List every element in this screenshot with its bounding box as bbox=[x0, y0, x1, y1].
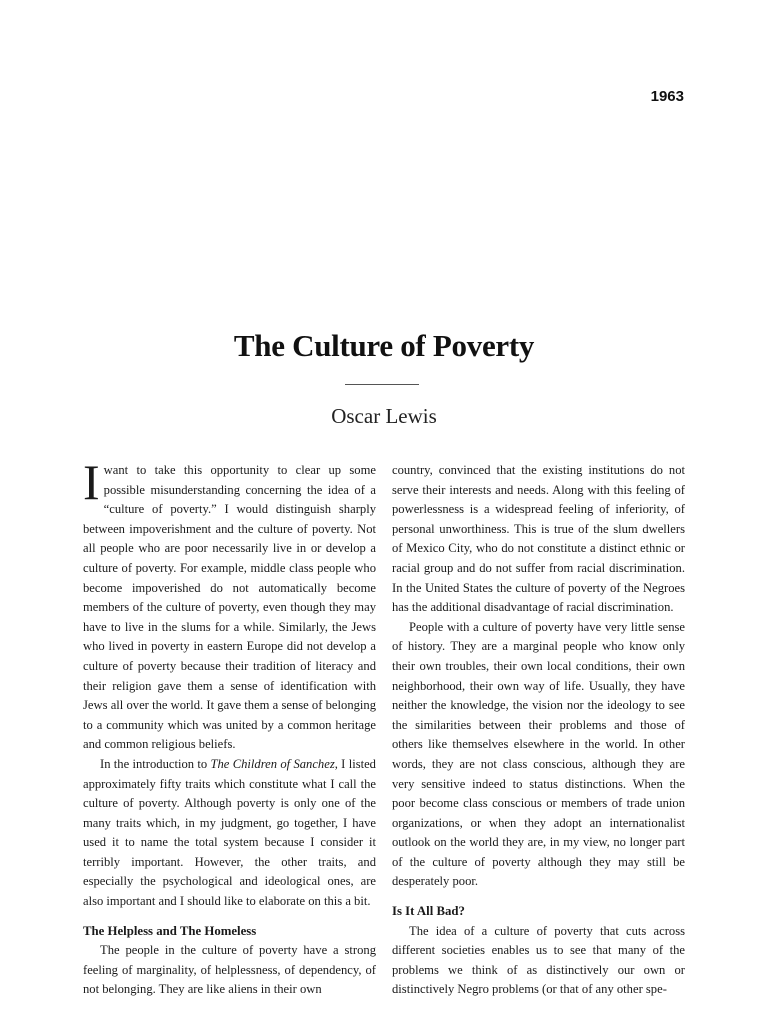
book-title: The Children of Sanchez bbox=[210, 756, 335, 771]
drop-cap: I bbox=[83, 454, 100, 510]
section-heading: Is It All Bad? bbox=[392, 904, 465, 919]
paragraph-text: In the introduction to bbox=[100, 756, 211, 771]
title-divider bbox=[345, 384, 419, 385]
right-column bbox=[392, 461, 685, 1000]
paragraph: The people in the culture of poverty have a strong feeling of marginality, of helplessness, of dependency, of not belonging. They are like aliens in their own bbox=[83, 943, 376, 997]
left-column bbox=[83, 454, 376, 1000]
paragraph bbox=[83, 454, 376, 755]
page-year: 1963 bbox=[650, 88, 684, 105]
paragraph-text: want to take this opportunity to clear up some possible misunderstanding concerning the idea of a “culture of poverty.” I would distinguish sharply between impoverishment and the culture of poverty. Not all people who are poor necessarily live in or develop a culture of poverty. For example, middle class people who become impoverished do not automatically become members of the culture of poverty, even though they may have to live in the slums for a while. Similarly, the Jews who lived in poverty in eastern Europe did not develop a culture of poverty because their tradition of literacy and their religion gave them a sense of identification with Jews all over the world. It gave them a sense of belonging to a community which was united by a common heritage and common religious beliefs. bbox=[83, 463, 376, 752]
paragraph-text: , I listed approximately fifty traits which constitute what I call the culture of poverty. Although poverty is only one of the many traits which, in my judgment, go together, I have used it to name the total system because I consider it terribly important. However, the other traits, and especially the psychological and ideological ones, are also important and I should like to elaborate on this a bit. bbox=[83, 756, 376, 909]
paragraph: country, convinced that the existing institutions do not serve their interests and needs. Along with this feeling of powerlessness is a widespread feeling of inferiority, of personal unworthiness. This is true of the slum dwellers of Mexico City, who do not constitute a distinct ethnic or racial group and do not suffer from racial discrimination. In the United States the culture of poverty of the Negroes has the additional disadvantage of racial discrimination. bbox=[392, 463, 685, 615]
paragraph: People with a culture of poverty have very little sense of history. They are a marginal people who know only their own troubles, their own local conditions, their own neighborhood, their own way of life. Usually, they have neither the knowledge, the vision nor the ideology to see the similarities between their problems and those of others like themselves elsewhere in the world. In other words, they are not class conscious, although they are very sensitive indeed to status distinctions. When the poor become class conscious or members of trade union organizations, or when they adopt an internationalist outlook on the world they are, in my view, no longer part of the culture of poverty although they may still be desperately poor. bbox=[392, 619, 685, 889]
article-author: Oscar Lewis bbox=[331, 404, 437, 428]
article-title: The Culture of Poverty bbox=[233, 328, 535, 363]
section-heading: The Helpless and The Homeless bbox=[83, 923, 257, 938]
paragraph bbox=[83, 755, 376, 912]
paragraph: The idea of a culture of poverty that cuts across different societies enables us to see that many of the problems we think of as distinctively our own or distinctively Negro problems (or that of any other spe- bbox=[392, 923, 685, 997]
